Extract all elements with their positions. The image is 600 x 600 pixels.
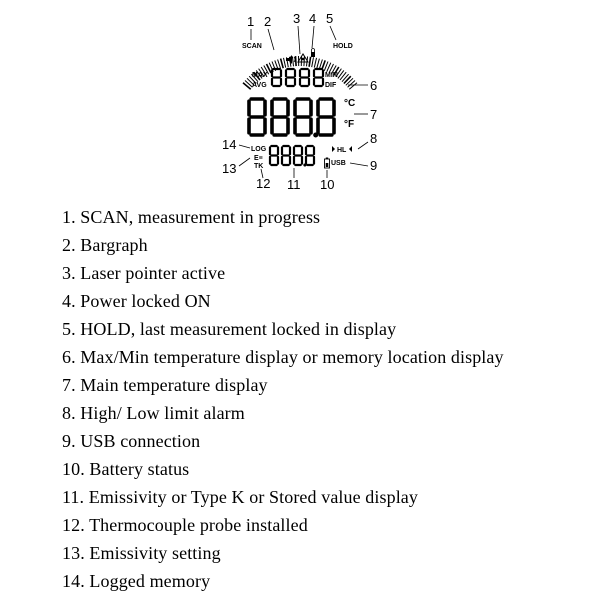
legend-item: 12. Thermocouple probe installed — [62, 515, 308, 535]
callout-14: 14 — [222, 137, 237, 152]
bargraph-segment — [314, 58, 316, 68]
legend-item: 1. SCAN, measurement in progress — [62, 207, 321, 227]
seven-segment-digit — [306, 146, 314, 165]
lock-icon — [311, 49, 315, 57]
max-min-digits — [272, 69, 323, 86]
avg-label: AVG — [252, 82, 267, 89]
log-label: LOG — [251, 146, 267, 153]
legend-list — [62, 203, 504, 595]
legend-item: 8. High/ Low limit alarm — [62, 403, 245, 423]
callout-10: 10 — [320, 177, 335, 192]
callout-3: 3 — [293, 11, 301, 26]
hold-label: HOLD — [333, 43, 353, 50]
bargraph-segment — [349, 83, 357, 89]
callout-4: 4 — [309, 11, 317, 26]
seven-segment-digit — [314, 69, 323, 86]
bargraph-segment — [281, 59, 284, 69]
legend-item: 2. Bargraph — [62, 235, 148, 255]
callout-7: 7 — [370, 107, 378, 122]
legend-item: 11. Emissivity or Type K or Stored value display — [62, 487, 419, 507]
seven-segment-digit — [294, 146, 306, 167]
bargraph-segment — [340, 72, 346, 80]
bargraph-segment — [292, 56, 293, 66]
legend-item: 4. Power locked ON — [62, 291, 211, 311]
battery-icon — [325, 158, 330, 169]
callout-1: 1 — [247, 14, 255, 29]
emissivity-digits — [270, 146, 314, 167]
seven-segment-digit — [249, 99, 265, 135]
seven-segment-digit — [270, 146, 278, 165]
seven-segment-digit — [300, 69, 309, 86]
fahrenheit-label: °F — [344, 119, 355, 130]
min-label: MIN — [325, 72, 338, 79]
legend-item: 3. Laser pointer active — [62, 263, 226, 283]
seven-segment-digit — [272, 99, 288, 135]
bargraph-segment — [317, 59, 320, 69]
legend-item: 7. Main temperature display — [62, 375, 268, 395]
legend-item: 6. Max/Min temperature display or memory location display — [62, 347, 504, 367]
seven-segment-digit — [282, 146, 290, 165]
legend-item: 10. Battery status — [62, 459, 190, 479]
legend-item: 14. Logged memory — [62, 571, 211, 591]
bargraph-segment — [284, 58, 286, 68]
callout-13: 13 — [222, 161, 237, 176]
legend-item: 13. Emissivity setting — [62, 543, 221, 563]
bargraph-segment — [243, 83, 251, 89]
seven-segment-digit — [286, 69, 295, 86]
tk-label: TK — [254, 163, 264, 170]
dif-label: DIF — [325, 82, 337, 89]
legend-item: 5. HOLD, last measurement locked in display — [62, 319, 397, 339]
bargraph-segment — [312, 57, 314, 67]
callout-5: 5 — [326, 11, 334, 26]
emissivity-label: Ε≡ — [254, 155, 263, 162]
bargraph-segment — [304, 56, 305, 66]
scan-label: SCAN — [242, 43, 262, 50]
callout-9: 9 — [370, 158, 378, 173]
hl-label: HL — [337, 147, 347, 154]
celsius-label: °C — [344, 98, 356, 109]
callout-6: 6 — [370, 78, 378, 93]
main-temperature-digits — [249, 99, 334, 138]
bargraph-segment — [296, 56, 297, 66]
callout-12: 12 — [256, 176, 271, 191]
max-label: MAX — [252, 72, 268, 79]
usb-label: USB — [331, 160, 346, 167]
lcd-display-diagram — [0, 0, 600, 200]
seven-segment-digit — [295, 99, 318, 138]
bargraph-segment — [278, 60, 281, 70]
bargraph-segment — [309, 57, 311, 67]
bargraph-segment — [348, 81, 355, 88]
laser-icon — [298, 54, 308, 62]
bargraph-segment — [344, 76, 351, 83]
callout-11: 11 — [287, 177, 301, 192]
callout-2: 2 — [264, 14, 272, 29]
callout-8: 8 — [370, 131, 378, 146]
legend-item: 9. USB connection — [62, 431, 201, 451]
seven-segment-digit — [318, 99, 334, 135]
